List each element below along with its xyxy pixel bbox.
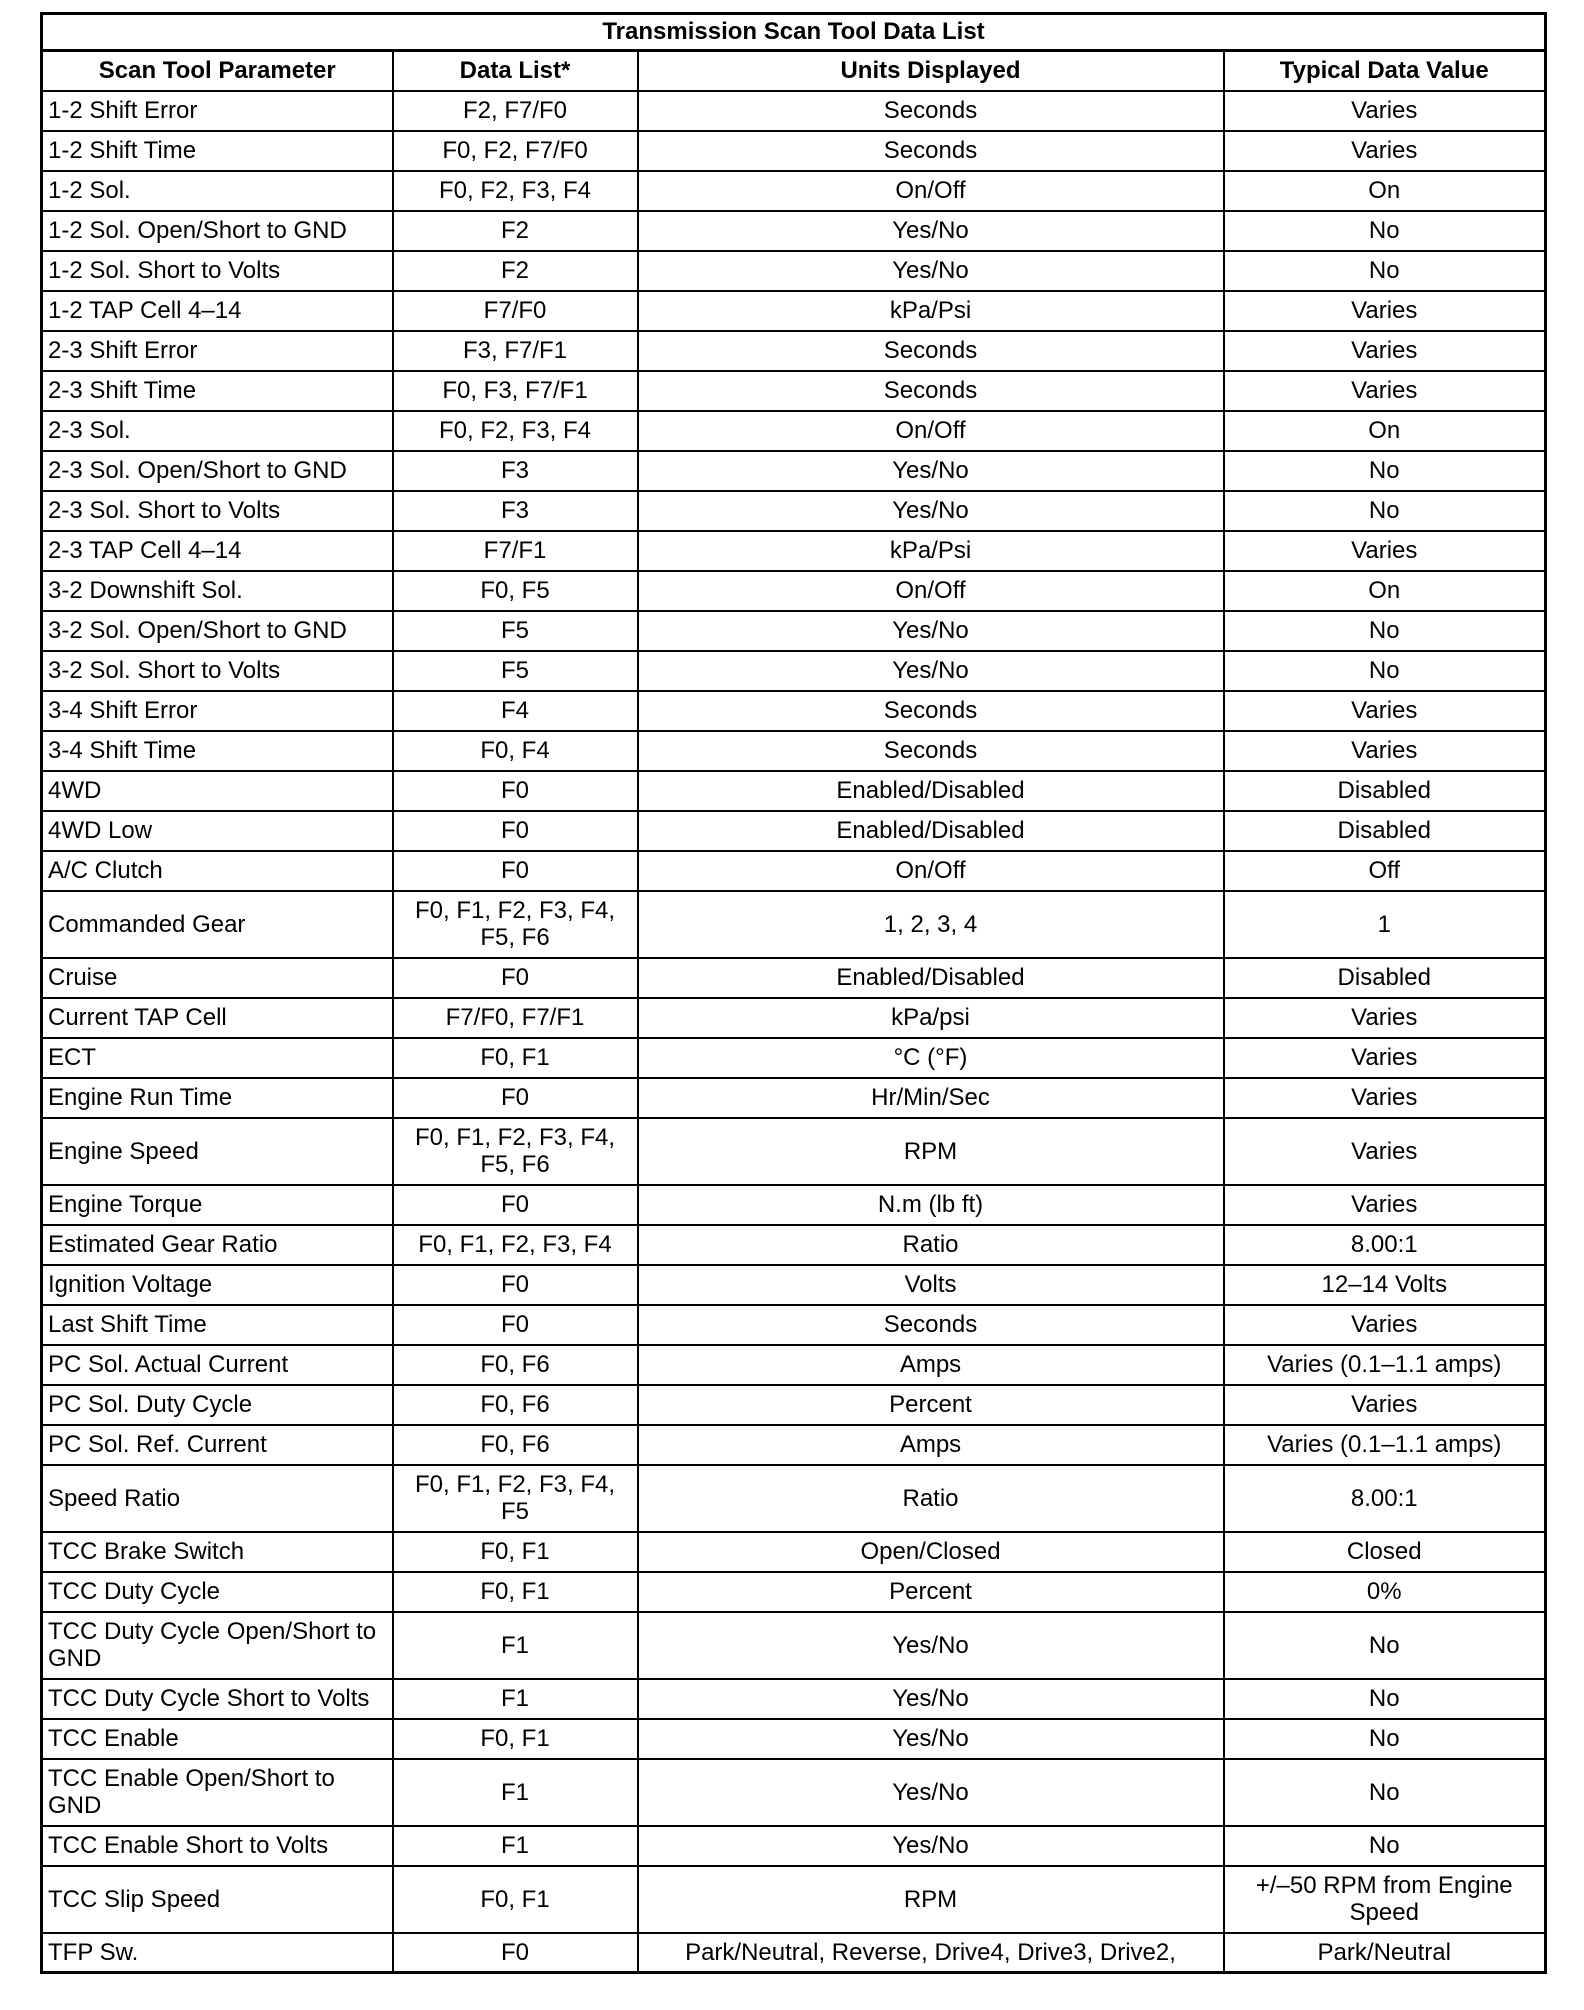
cell-parameter: 4WD <box>42 771 393 811</box>
cell-typical-value: Varies <box>1224 1185 1546 1225</box>
cell-units: kPa/psi <box>638 998 1224 1038</box>
cell-units: N.m (lb ft) <box>638 1185 1224 1225</box>
cell-parameter: 1-2 Shift Time <box>42 131 393 171</box>
cell-parameter: 1-2 Sol. Short to Volts <box>42 251 393 291</box>
cell-parameter: 1-2 Sol. Open/Short to GND <box>42 211 393 251</box>
cell-units: Yes/No <box>638 1826 1224 1866</box>
cell-units: Seconds <box>638 691 1224 731</box>
table-body <box>42 91 1546 1973</box>
cell-parameter: Engine Speed <box>42 1118 393 1185</box>
cell-parameter: 2-3 Shift Time <box>42 371 393 411</box>
table-row <box>42 1679 1546 1719</box>
cell-parameter: ECT <box>42 1038 393 1078</box>
table-row <box>42 1572 1546 1612</box>
cell-parameter: 1-2 Sol. <box>42 171 393 211</box>
cell-units: Ratio <box>638 1225 1224 1265</box>
cell-data-list: F0, F6 <box>393 1385 638 1425</box>
table-row <box>42 1532 1546 1572</box>
cell-typical-value: 8.00:1 <box>1224 1465 1546 1532</box>
cell-data-list: F0 <box>393 851 638 891</box>
cell-data-list: F1 <box>393 1826 638 1866</box>
cell-parameter: 1-2 TAP Cell 4–14 <box>42 291 393 331</box>
table-row <box>42 451 1546 491</box>
cell-data-list: F0, F1 <box>393 1866 638 1933</box>
cell-parameter: 3-2 Downshift Sol. <box>42 571 393 611</box>
cell-units: Seconds <box>638 331 1224 371</box>
cell-typical-value: No <box>1224 1826 1546 1866</box>
cell-parameter: TCC Duty Cycle Open/Short to GND <box>42 1612 393 1679</box>
cell-units: 1, 2, 3, 4 <box>638 891 1224 958</box>
cell-data-list: F0 <box>393 771 638 811</box>
table-row <box>42 1826 1546 1866</box>
cell-data-list: F0, F2, F7/F0 <box>393 131 638 171</box>
table-row <box>42 691 1546 731</box>
cell-typical-value: Varies <box>1224 998 1546 1038</box>
header-units: Units Displayed <box>638 51 1224 91</box>
cell-data-list: F1 <box>393 1759 638 1826</box>
cell-typical-value: On <box>1224 571 1546 611</box>
cell-typical-value: Disabled <box>1224 811 1546 851</box>
cell-data-list: F0, F1, F2, F3, F4 <box>393 1225 638 1265</box>
table-row <box>42 1225 1546 1265</box>
cell-typical-value: No <box>1224 1612 1546 1679</box>
cell-data-list: F5 <box>393 611 638 651</box>
cell-units: Yes/No <box>638 491 1224 531</box>
table-row <box>42 1759 1546 1826</box>
cell-typical-value: 0% <box>1224 1572 1546 1612</box>
scan-tool-data-table <box>40 12 1547 1974</box>
table-row <box>42 998 1546 1038</box>
cell-units: kPa/Psi <box>638 531 1224 571</box>
cell-units: Yes/No <box>638 1719 1224 1759</box>
header-parameter: Scan Tool Parameter <box>42 51 393 91</box>
cell-typical-value: Varies <box>1224 691 1546 731</box>
cell-units: Yes/No <box>638 1679 1224 1719</box>
cell-data-list: F0 <box>393 1265 638 1305</box>
cell-typical-value: Disabled <box>1224 958 1546 998</box>
cell-typical-value: Varies <box>1224 531 1546 571</box>
cell-typical-value: No <box>1224 491 1546 531</box>
cell-typical-value: +/–50 RPM from Engine Speed <box>1224 1866 1546 1933</box>
cell-typical-value: Varies <box>1224 91 1546 131</box>
cell-parameter: PC Sol. Ref. Current <box>42 1425 393 1465</box>
cell-units: Yes/No <box>638 1612 1224 1679</box>
cell-typical-value: 12–14 Volts <box>1224 1265 1546 1305</box>
cell-parameter: TCC Duty Cycle <box>42 1572 393 1612</box>
cell-units: Amps <box>638 1425 1224 1465</box>
cell-parameter: PC Sol. Actual Current <box>42 1345 393 1385</box>
cell-parameter: Cruise <box>42 958 393 998</box>
cell-data-list: F0 <box>393 1933 638 1973</box>
cell-data-list: F0 <box>393 1078 638 1118</box>
cell-data-list: F0 <box>393 1305 638 1345</box>
cell-data-list: F1 <box>393 1679 638 1719</box>
cell-data-list: F0, F1, F2, F3, F4, F5, F6 <box>393 1118 638 1185</box>
table-row <box>42 1425 1546 1465</box>
table-row <box>42 771 1546 811</box>
table-row <box>42 1185 1546 1225</box>
table-row <box>42 571 1546 611</box>
table-row <box>42 1078 1546 1118</box>
table-row <box>42 1305 1546 1345</box>
cell-parameter: TCC Enable <box>42 1719 393 1759</box>
cell-parameter: 2-3 Sol. Open/Short to GND <box>42 451 393 491</box>
cell-parameter: Last Shift Time <box>42 1305 393 1345</box>
table-row <box>42 891 1546 958</box>
header-data-list: Data List* <box>393 51 638 91</box>
cell-data-list: F0, F2, F3, F4 <box>393 171 638 211</box>
cell-units: Yes/No <box>638 1759 1224 1826</box>
cell-units: Yes/No <box>638 611 1224 651</box>
cell-typical-value: Varies <box>1224 731 1546 771</box>
cell-typical-value: 8.00:1 <box>1224 1225 1546 1265</box>
cell-parameter: Current TAP Cell <box>42 998 393 1038</box>
cell-typical-value: Park/Neutral <box>1224 1933 1546 1973</box>
cell-typical-value: No <box>1224 1759 1546 1826</box>
cell-typical-value: No <box>1224 451 1546 491</box>
table-row <box>42 371 1546 411</box>
cell-units: Seconds <box>638 731 1224 771</box>
table-row <box>42 1118 1546 1185</box>
cell-data-list: F0, F1 <box>393 1572 638 1612</box>
cell-typical-value: Disabled <box>1224 771 1546 811</box>
cell-units: Seconds <box>638 371 1224 411</box>
cell-parameter: Estimated Gear Ratio <box>42 1225 393 1265</box>
cell-typical-value: No <box>1224 211 1546 251</box>
cell-typical-value: Closed <box>1224 1532 1546 1572</box>
cell-typical-value: No <box>1224 1679 1546 1719</box>
cell-typical-value: Varies <box>1224 131 1546 171</box>
cell-units: °C (°F) <box>638 1038 1224 1078</box>
cell-typical-value: Varies (0.1–1.1 amps) <box>1224 1345 1546 1385</box>
cell-parameter: TCC Duty Cycle Short to Volts <box>42 1679 393 1719</box>
cell-parameter: PC Sol. Duty Cycle <box>42 1385 393 1425</box>
cell-data-list: F0 <box>393 811 638 851</box>
cell-typical-value: Varies <box>1224 1038 1546 1078</box>
cell-parameter: Engine Torque <box>42 1185 393 1225</box>
table-row <box>42 251 1546 291</box>
cell-typical-value: No <box>1224 251 1546 291</box>
document-page <box>40 12 1544 1974</box>
cell-data-list: F0 <box>393 1185 638 1225</box>
table-row <box>42 211 1546 251</box>
table-row <box>42 131 1546 171</box>
cell-parameter: 2-3 Shift Error <box>42 331 393 371</box>
table-row <box>42 651 1546 691</box>
cell-units: On/Off <box>638 571 1224 611</box>
cell-typical-value: No <box>1224 651 1546 691</box>
cell-parameter: A/C Clutch <box>42 851 393 891</box>
cell-parameter: Commanded Gear <box>42 891 393 958</box>
table-row <box>42 958 1546 998</box>
table-row <box>42 811 1546 851</box>
table-row <box>42 291 1546 331</box>
cell-parameter: 1-2 Shift Error <box>42 91 393 131</box>
cell-parameter: Ignition Voltage <box>42 1265 393 1305</box>
cell-units: Yes/No <box>638 651 1224 691</box>
cell-units: Volts <box>638 1265 1224 1305</box>
cell-units: Yes/No <box>638 451 1224 491</box>
table-row <box>42 1612 1546 1679</box>
cell-data-list: F2, F7/F0 <box>393 91 638 131</box>
table-row <box>42 1719 1546 1759</box>
cell-data-list: F4 <box>393 691 638 731</box>
table-row <box>42 1465 1546 1532</box>
cell-typical-value: No <box>1224 1719 1546 1759</box>
table-row <box>42 851 1546 891</box>
table-row <box>42 1866 1546 1933</box>
cell-units: On/Off <box>638 411 1224 451</box>
cell-units: Amps <box>638 1345 1224 1385</box>
cell-units: Park/Neutral, Reverse, Drive4, Drive3, Drive2, <box>638 1933 1224 1973</box>
cell-units: Enabled/Disabled <box>638 771 1224 811</box>
cell-typical-value: Varies <box>1224 371 1546 411</box>
cell-data-list: F0, F1, F2, F3, F4, F5, F6 <box>393 891 638 958</box>
cell-units: Yes/No <box>638 251 1224 291</box>
cell-units: Percent <box>638 1572 1224 1612</box>
table-row <box>42 331 1546 371</box>
cell-data-list: F0, F1 <box>393 1038 638 1078</box>
cell-units: Seconds <box>638 131 1224 171</box>
cell-typical-value: Varies (0.1–1.1 amps) <box>1224 1425 1546 1465</box>
cell-units: Enabled/Disabled <box>638 811 1224 851</box>
cell-units: Yes/No <box>638 211 1224 251</box>
cell-typical-value: On <box>1224 411 1546 451</box>
cell-data-list: F0, F2, F3, F4 <box>393 411 638 451</box>
table-row <box>42 531 1546 571</box>
cell-parameter: 3-2 Sol. Short to Volts <box>42 651 393 691</box>
cell-parameter: 2-3 Sol. <box>42 411 393 451</box>
cell-parameter: Speed Ratio <box>42 1465 393 1532</box>
cell-data-list: F2 <box>393 251 638 291</box>
cell-units: Open/Closed <box>638 1532 1224 1572</box>
cell-parameter: TCC Brake Switch <box>42 1532 393 1572</box>
cell-units: Enabled/Disabled <box>638 958 1224 998</box>
header-typical-value: Typical Data Value <box>1224 51 1546 91</box>
cell-units: Hr/Min/Sec <box>638 1078 1224 1118</box>
cell-units: Seconds <box>638 1305 1224 1345</box>
cell-typical-value: On <box>1224 171 1546 211</box>
cell-units: Percent <box>638 1385 1224 1425</box>
cell-parameter: TCC Enable Short to Volts <box>42 1826 393 1866</box>
cell-typical-value: Varies <box>1224 291 1546 331</box>
cell-data-list: F0, F3, F7/F1 <box>393 371 638 411</box>
cell-data-list: F7/F1 <box>393 531 638 571</box>
table-row <box>42 491 1546 531</box>
cell-parameter: Engine Run Time <box>42 1078 393 1118</box>
table-row <box>42 1385 1546 1425</box>
cell-units: Ratio <box>638 1465 1224 1532</box>
cell-data-list: F3 <box>393 491 638 531</box>
cell-data-list: F0, F6 <box>393 1345 638 1385</box>
cell-typical-value: Varies <box>1224 1385 1546 1425</box>
cell-data-list: F0, F5 <box>393 571 638 611</box>
header-row <box>42 51 1546 91</box>
cell-parameter: 2-3 TAP Cell 4–14 <box>42 531 393 571</box>
cell-data-list: F7/F0 <box>393 291 638 331</box>
cell-data-list: F3 <box>393 451 638 491</box>
cell-parameter: TCC Enable Open/Short to GND <box>42 1759 393 1826</box>
cell-data-list: F0, F1 <box>393 1532 638 1572</box>
table-row <box>42 411 1546 451</box>
cell-data-list: F0, F4 <box>393 731 638 771</box>
cell-typical-value: Varies <box>1224 1118 1546 1185</box>
cell-data-list: F3, F7/F1 <box>393 331 638 371</box>
cell-data-list: F1 <box>393 1612 638 1679</box>
cell-data-list: F0, F1, F2, F3, F4, F5 <box>393 1465 638 1532</box>
cell-data-list: F0 <box>393 958 638 998</box>
cell-data-list: F0, F1 <box>393 1719 638 1759</box>
cell-typical-value: Off <box>1224 851 1546 891</box>
table-row <box>42 91 1546 131</box>
cell-data-list: F2 <box>393 211 638 251</box>
cell-parameter: TFP Sw. <box>42 1933 393 1973</box>
cell-data-list: F5 <box>393 651 638 691</box>
cell-units: On/Off <box>638 851 1224 891</box>
cell-parameter: 3-4 Shift Error <box>42 691 393 731</box>
table-row <box>42 1933 1546 1973</box>
cell-typical-value: Varies <box>1224 1305 1546 1345</box>
cell-units: kPa/Psi <box>638 291 1224 331</box>
cell-units: RPM <box>638 1118 1224 1185</box>
cell-typical-value: No <box>1224 611 1546 651</box>
cell-parameter: 3-2 Sol. Open/Short to GND <box>42 611 393 651</box>
table-title: Transmission Scan Tool Data List <box>40 12 1547 49</box>
cell-units: On/Off <box>638 171 1224 211</box>
cell-typical-value: Varies <box>1224 1078 1546 1118</box>
cell-data-list: F7/F0, F7/F1 <box>393 998 638 1038</box>
cell-typical-value: 1 <box>1224 891 1546 958</box>
table-row <box>42 1265 1546 1305</box>
cell-typical-value: Varies <box>1224 331 1546 371</box>
table-row <box>42 731 1546 771</box>
table-row <box>42 1345 1546 1385</box>
cell-parameter: 4WD Low <box>42 811 393 851</box>
cell-units: Seconds <box>638 91 1224 131</box>
cell-parameter: 2-3 Sol. Short to Volts <box>42 491 393 531</box>
table-row <box>42 1038 1546 1078</box>
table-row <box>42 611 1546 651</box>
cell-data-list: F0, F6 <box>393 1425 638 1465</box>
table-row <box>42 171 1546 211</box>
cell-units: RPM <box>638 1866 1224 1933</box>
cell-parameter: TCC Slip Speed <box>42 1866 393 1933</box>
cell-parameter: 3-4 Shift Time <box>42 731 393 771</box>
